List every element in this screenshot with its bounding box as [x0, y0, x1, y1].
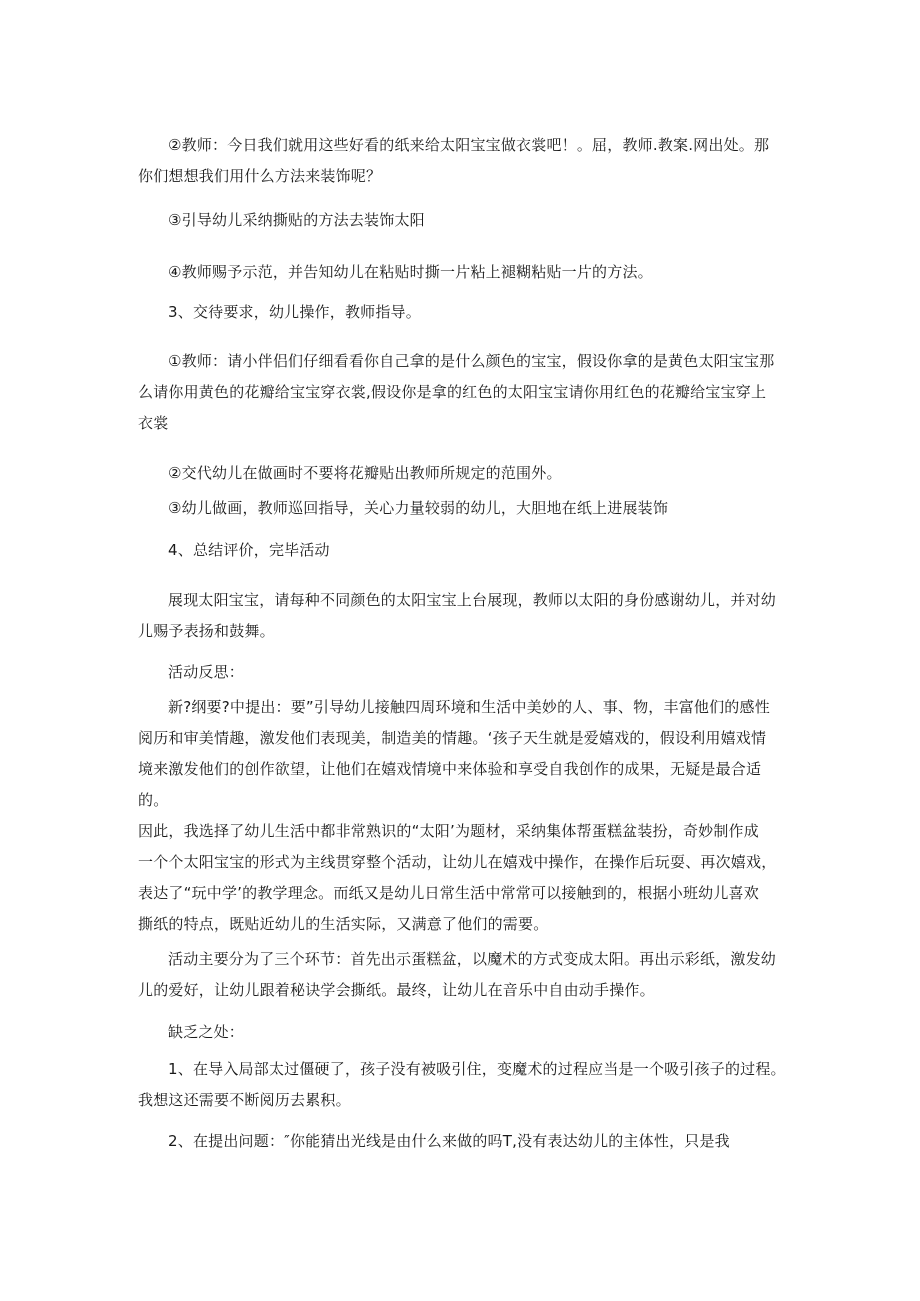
- text-line: 新?纲要?中提出：要”引导幼儿接触四周环境和生活中美妙的人、事、物，丰富他们的感性: [168, 698, 770, 716]
- text-line: 1、在导入局部太过僵硬了，孩子没有被吸引住，变魔术的过程应当是一个吸引孩子的过程。: [168, 1060, 786, 1078]
- paragraph-6: [138, 458, 788, 489]
- text-line: 我想这还需要不断阅历去累积。: [138, 1091, 351, 1109]
- text-line: 3、交待要求，幼儿操作，教师指导。: [168, 303, 421, 321]
- text-line: 因此，我选择了幼儿生活中都非常熟识的“太阳’为题材，采纳集体帮蛋糕盆装扮，奇妙制作成: [138, 822, 759, 840]
- text-line: ③引导幼儿采纳撕贴的方法去装饰太阳: [168, 211, 425, 229]
- text-line: 撕纸的特点，既贴近幼儿的生活实际，又满意了他们的需要。: [138, 915, 549, 933]
- paragraph-7: [138, 493, 788, 524]
- text-line: 4、总结评价，完毕活动: [168, 541, 330, 559]
- text-line: 阅历和审美情趣，激发他们表现美，制造美的情趣。‘孩子天生就是爱嬉戏的，假设利用嬉戏情: [138, 729, 767, 747]
- text-line: 缺乏之处：: [168, 1023, 245, 1041]
- paragraph-15: [138, 1126, 788, 1157]
- paragraph-10: [138, 657, 788, 688]
- paragraph-12: [138, 944, 788, 1006]
- paragraph-5: [138, 346, 788, 439]
- text-line: 表达了“玩中学’的教学理念。而纸又是幼儿日常生活中常常可以接触到的，根据小班幼儿喜欢: [138, 884, 759, 902]
- text-line: ②交代幼儿在做画时不要将花瓣贴出教师所规定的范围外。: [168, 464, 562, 482]
- text-line: ①教师：请小伴侣们仔细看看你自己拿的是什么颜色的宝宝，假设你拿的是黄色太阳宝宝那: [168, 352, 775, 370]
- text-line: 儿赐予表扬和鼓舞。: [138, 622, 275, 640]
- text-line: 2、在提出问题：″你能猜出光线是由什么来做的吗T,没有表达幼儿的主体性，只是我: [168, 1132, 730, 1150]
- paragraph-3: [138, 257, 788, 288]
- paragraph-4: [138, 297, 788, 328]
- text-line: ②教师：今日我们就用这些好看的纸来给太阳宝宝做衣裳吧！。屈，教师.教案.网出处。那: [168, 136, 770, 154]
- paragraph-13: [138, 1017, 788, 1048]
- paragraph-14: [138, 1054, 788, 1116]
- text-line: 一个个太阳宝宝的形式为主线贯穿整个活动，让幼儿在嬉戏中操作，在操作后玩耍、再次嬉戏，: [138, 853, 777, 871]
- paragraph-2: [138, 205, 788, 236]
- text-line: 么请你用黄色的花瓣给宝宝穿衣裳,假设你是拿的红色的太阳宝宝请你用红色的花瓣给宝宝穿上: [138, 383, 767, 401]
- text-line: 你们想想我们用什么方法来装饰呢？: [138, 167, 382, 185]
- text-line: 境来激发他们的创作欲望，让他们在嬉戏情境中来体验和享受自我创作的成果，无疑是最合适的。: [138, 760, 762, 809]
- text-line: 展现太阳宝宝，请每种不同颜色的太阳宝宝上台展现，教师以太阳的身份感谢幼儿，并对幼: [168, 591, 777, 609]
- text-line: 儿的爱好，让幼儿跟着秘诀学会撕纸。最终，让幼儿在音乐中自由动手操作。: [138, 981, 655, 999]
- text-line: 活动主要分为了三个环节：首先出示蛋糕盆，以魔术的方式变成太阳。再出示彩纸，激发幼: [168, 950, 777, 968]
- text-line: ④教师赐予示范，并告知幼儿在粘贴时撕一片粘上褪糊粘贴一片的方法。: [168, 263, 653, 281]
- paragraph-9: [138, 585, 788, 647]
- paragraph-11: [138, 692, 788, 940]
- text-line: 衣裳: [138, 414, 169, 432]
- text-line: ③幼儿做画，教师巡回指导，关心力量较弱的幼儿，大胆地在纸上进展装饰: [168, 499, 669, 517]
- text-line: 活动反思：: [168, 663, 245, 681]
- paragraph-1: [138, 130, 788, 192]
- paragraph-8: [138, 535, 788, 566]
